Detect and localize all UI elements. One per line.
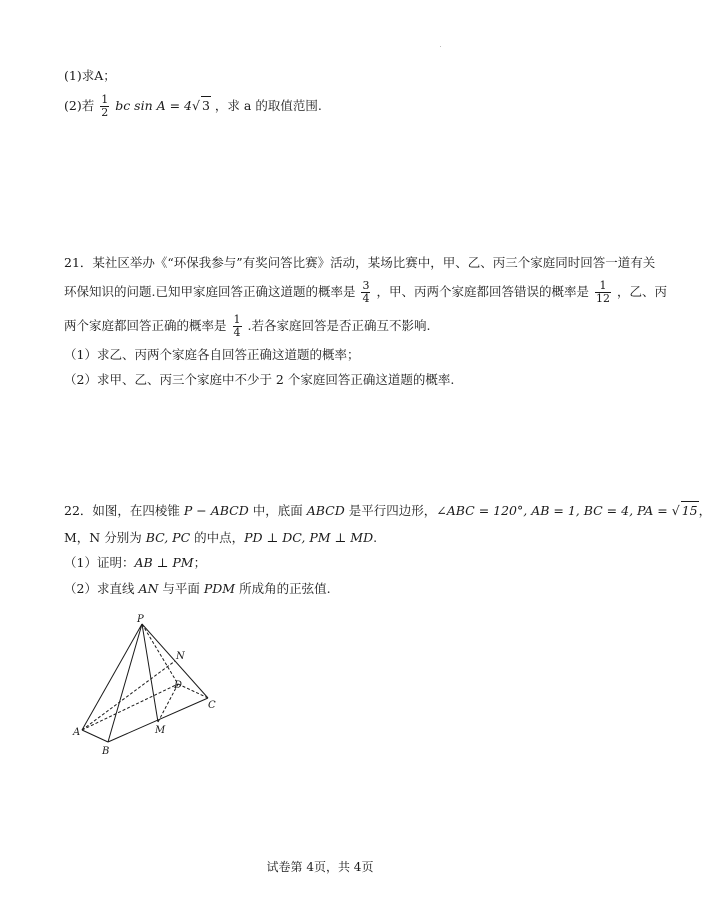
label-b: B [102, 746, 110, 757]
problem20-part2 [64, 94, 322, 119]
line-an: AN [138, 581, 159, 596]
fraction-numerator: 1 [101, 93, 109, 106]
problem21-line3 [64, 314, 430, 339]
sqrt-radicand: 3 [201, 98, 210, 113]
edge-pa [82, 624, 142, 730]
page-speck [440, 46, 441, 47]
problem22-line1 [64, 501, 711, 520]
problem20-part1-text: (1)求A； [64, 68, 116, 83]
problem22-part2-e: 所成角的正弦值. [235, 581, 331, 596]
fraction-denominator: 4 [233, 326, 241, 339]
fraction-numerator: 3 [362, 279, 370, 292]
problem21-part2 [64, 371, 454, 389]
problem22-part1-c: ； [193, 555, 207, 570]
edge-pb [108, 624, 142, 742]
problem20-part1 [64, 67, 116, 85]
fraction-denominator: 2 [101, 106, 109, 119]
page-footer: 试卷第 4页，共 4页 [266, 860, 374, 874]
edge-ab [82, 730, 108, 742]
problem22-part1 [64, 554, 206, 572]
problem21-part2-text: （2）求甲、乙、丙三个家庭中不少于 2 个家庭回答正确这道题的概率. [64, 372, 455, 387]
given-conditions: ∠ABC = 120°, AB = 1, BC = 4, PA = [436, 503, 672, 518]
fraction-one-quarter [233, 314, 242, 339]
fraction-numerator: 1 [233, 313, 241, 326]
problem22-line2-e: . [373, 530, 378, 545]
midpoint-segments: BC, PC [145, 530, 191, 545]
problem22-line1-c: 中，底面 [248, 503, 307, 518]
problem21-line3-a: 两个家庭都回答正确的概率是 [64, 318, 227, 333]
problem22-part1-a: （1）证明： [64, 555, 135, 570]
fraction-denominator: 12 [595, 292, 610, 305]
label-m: M [155, 725, 166, 736]
sqrt-radicand: 15 [681, 503, 698, 518]
perpendicular-conditions: PD ⊥ DC, PM ⊥ MD [244, 530, 374, 545]
problem21-line2-a: 环保知识的问题.已知甲家庭回答正确这道题的概率是 [64, 284, 356, 299]
problem22-part2-a: （2）求直线 [64, 581, 139, 596]
problem22-part1-claim: AB ⊥ PM [134, 555, 194, 570]
problem22-line1-g: ， [698, 503, 711, 518]
problem22-line1-e: 是平行四边形， [344, 503, 437, 518]
problem22-line1-a: 22．如图，在四棱锥 [64, 503, 184, 518]
fraction-numerator: 1 [595, 280, 611, 293]
problem21-line1-text: 21．某社区举办《“环保我参与”有奖问答比赛》活动，某场比赛中，甲、乙、丙三个家庭同时回答一道有关 [64, 255, 656, 270]
sqrt-symbol: √ [671, 503, 680, 518]
problem21-line3-b: .若各家庭回答是否正确互不影响. [247, 318, 431, 333]
label-c: C [208, 700, 216, 711]
problem21-line1 [64, 254, 655, 272]
problem21-part1 [64, 346, 359, 364]
label-p: P [137, 614, 144, 625]
fraction-three-quarters [361, 280, 370, 305]
problem22-line2-c: 的中点， [190, 530, 245, 545]
problem22-line2-a: M，N 分别为 [64, 530, 146, 545]
pyramid-name: P − ABCD [183, 503, 249, 518]
fraction-denominator: 4 [362, 292, 370, 305]
problem22-line2 [64, 529, 377, 547]
problem22-part2 [64, 580, 331, 598]
label-d: D [174, 680, 183, 691]
pyramid-figure [70, 612, 230, 762]
label-a: A [73, 727, 81, 738]
problem21-part1-text: （1）求乙、丙两个家庭各自回答正确这道题的概率； [64, 347, 360, 362]
edge-dc [178, 684, 208, 698]
problem20-expression: bc sin A = 4 [115, 98, 193, 113]
problem21-line2-b: ，甲、丙两个家庭都回答错误的概率是 [376, 284, 589, 299]
base-name: ABCD [306, 503, 345, 518]
fraction-one-twelfth [595, 280, 611, 305]
problem20-part2-prefix: (2)若 [64, 98, 95, 113]
fraction-half [100, 94, 109, 119]
sqrt-symbol: √ [192, 98, 200, 113]
label-n: N [176, 651, 185, 662]
problem21-line2 [64, 280, 667, 305]
plane-pdm: PDM [203, 581, 236, 596]
edge-ad [82, 684, 178, 730]
problem20-part2-suffix: ，求 a 的取值范围. [214, 98, 322, 113]
problem22-part2-c: 与平面 [158, 581, 204, 596]
problem21-line2-c: ，乙、丙 [616, 284, 667, 299]
